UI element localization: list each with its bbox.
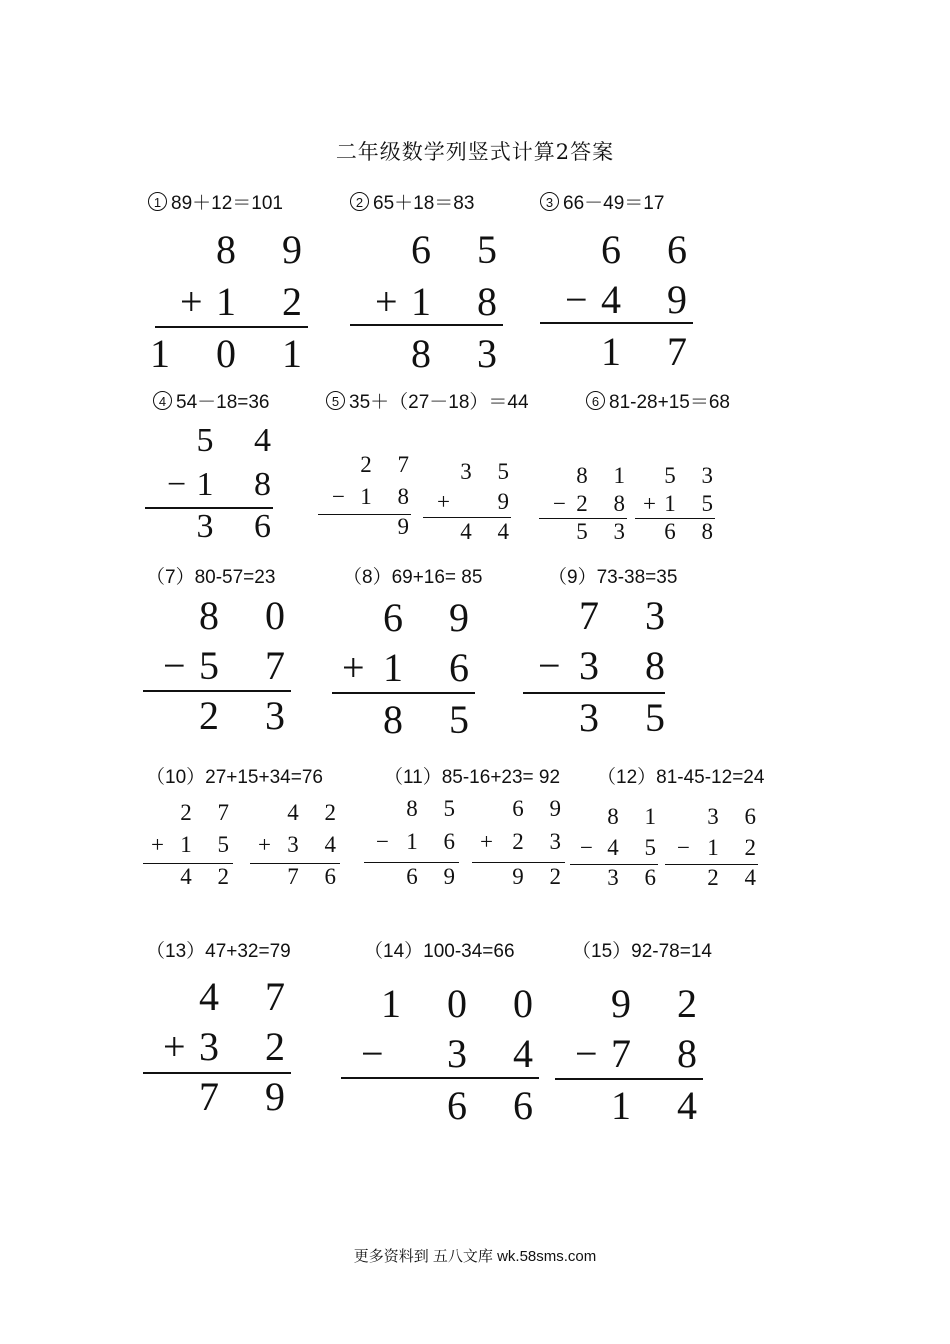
- vertical-calc-7: 8 0 − 5 7 2 3: [143, 592, 293, 737]
- problem-6-label: 6 81-28+15＝68: [586, 387, 730, 414]
- vertical-calc-2: 6 5 + 1 8 8 3: [350, 226, 505, 371]
- problem-8-label: （8）69+16= 85: [343, 567, 483, 588]
- problem-4-label: 4 54－18=36: [153, 387, 270, 414]
- problem-13-label: （13）47+32=79: [146, 941, 291, 962]
- divider-line: [341, 1077, 539, 1079]
- circled-number: 2: [350, 192, 369, 211]
- divider-line: [540, 322, 693, 324]
- problem-5-label: 5 35＋（27－18）＝44: [326, 387, 529, 414]
- vertical-calc-4: 5 4 − 1 8 3 6: [145, 422, 275, 547]
- vertical-calc-13: 4 7 + 3 2 7 9: [143, 973, 293, 1118]
- problem-11-label: （11）85-16+23= 92: [384, 767, 561, 788]
- divider-line: [555, 1078, 703, 1080]
- problem-7-label: （7）80-57=23: [146, 567, 276, 588]
- vertical-calc-8: 6 9 + 1 6 8 5: [332, 594, 477, 739]
- problem-9-label: （9）73-38=35: [548, 567, 678, 588]
- vertical-calc-12b: 3 6 − 1 2 2 4: [665, 804, 760, 896]
- vertical-calc-5a: 2 7 − 1 8 9: [318, 452, 413, 547]
- vertical-calc-10a: 2 7 + 1 5 4 2: [143, 800, 235, 895]
- vertical-calc-11a: 8 5 − 1 6 6 9: [364, 796, 461, 893]
- problem-1-label: 1 89＋12＝101: [148, 188, 283, 215]
- footer-text: 更多资料到 五八文库 wk.58sms.com: [353, 1248, 597, 1265]
- divider-line: [472, 862, 565, 863]
- vertical-calc-10b: 4 2 + 3 4 7 6: [250, 800, 342, 895]
- vertical-calc-9: 7 3 − 3 8 3 5: [523, 592, 673, 737]
- problem-10-label: （10）27+15+34=76: [146, 767, 323, 788]
- vertical-calc-12a: 8 1 − 4 5 3 6: [570, 804, 660, 896]
- problem-3-label: 3 66－49＝17: [540, 188, 664, 215]
- circled-number: 5: [326, 391, 345, 410]
- divider-line: [364, 862, 459, 863]
- problem-12-label: （12）81-45-12=24: [597, 767, 765, 788]
- circled-number: 4: [153, 391, 172, 410]
- divider-line: [332, 692, 475, 694]
- vertical-calc-14: 1 0 0 − 3 4 6 6: [341, 980, 541, 1125]
- vertical-calc-3: 6 6 − 4 9 1 7: [540, 226, 695, 371]
- circled-number: 3: [540, 192, 559, 211]
- divider-line: [155, 326, 308, 328]
- page-title: 二年级数学列竖式计算2答案: [335, 140, 615, 164]
- vertical-calc-6b: 5 3 + 1 5 6 8: [635, 463, 717, 548]
- vertical-calc-15: 9 2 − 7 8 1 4: [555, 980, 705, 1125]
- divider-line: [423, 517, 511, 518]
- circled-number: 6: [586, 391, 605, 410]
- vertical-calc-6a: 8 1 − 2 8 5 3: [539, 463, 629, 548]
- circled-number: 1: [148, 192, 167, 211]
- divider-line: [350, 324, 503, 326]
- vertical-calc-11b: 6 9 + 2 3 9 2: [472, 796, 567, 893]
- problem-15-label: （15）92-78=14: [572, 941, 712, 962]
- vertical-calc-1: 8 9 + 1 2 1 0 1: [150, 227, 320, 376]
- problem-14-label: （14）100-34=66: [364, 941, 515, 962]
- problem-2-label: 2 65＋18＝83: [350, 188, 474, 215]
- vertical-calc-5b: 3 5 + 9 4 4: [423, 459, 513, 549]
